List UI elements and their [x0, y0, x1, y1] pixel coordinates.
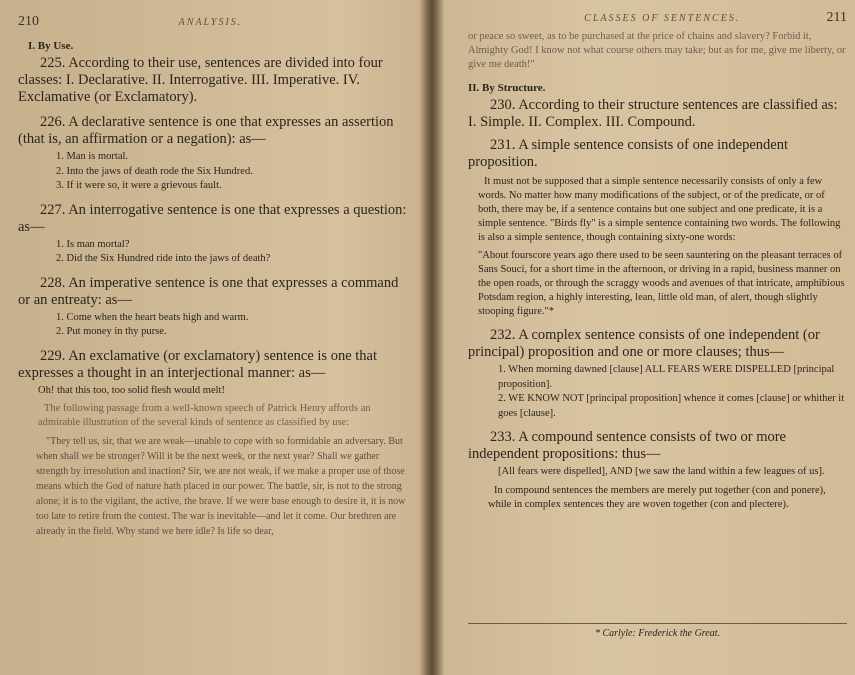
- section-heading-by-use: I. By Use.: [28, 40, 74, 52]
- example-232-2: 2. WE KNOW NOT [principal proposition] whence it comes [clause] or whither it goes [clause].: [498, 393, 845, 419]
- paragraph-226: 226. A declarative sentence is one that expresses an assertion (that is, an affirmation or a negation): as—: [18, 114, 394, 147]
- examples-226: [56, 150, 412, 194]
- right-page: [432, 0, 855, 675]
- right-page-number: 211: [826, 10, 847, 25]
- paragraph-229: 229. An exclamative (or exclamatory) sentence is one that expresses a thought in an interjectional manner: as—: [18, 347, 377, 381]
- example-232-1: 1. When morning dawned [clause] ALL FEARS WERE DISPELLED [principal proposition].: [498, 364, 835, 390]
- footnote: * Carlyle: Frederick the Great.: [468, 623, 847, 639]
- paragraph-233-note: In compound sentences the members are merely put together (con and ponere), while in complex sentences they are woven together (con and plectere).: [488, 484, 826, 510]
- paragraph-232: 232. A complex sentence consists of one independent (or principal) proposition and one or more clauses; thus—: [468, 327, 820, 360]
- example-226-1: 1. Man is mortal.: [56, 151, 129, 162]
- paragraph-230: 230. According to their structure sentences are classified as: I. Simple. II. Complex. III. Compound.: [468, 97, 838, 130]
- left-running-head: ANALYSIS.: [178, 17, 243, 28]
- examples-232: [498, 363, 847, 421]
- example-226-2: 2. Into the jaws of death rode the Six Hundred.: [56, 165, 253, 177]
- example-228-1: 1. Come when the heart beats high and warm.: [56, 311, 249, 323]
- paragraph-227: 227. An interrogative sentence is one that expresses a question: as—: [18, 201, 407, 235]
- paragraph-229-intro: The following passage from a well-known speech of Patrick Henry affords an admirable illustration of the several kinds of sentence as classified by use:: [38, 403, 371, 428]
- examples-227: [56, 238, 412, 267]
- paragraph-231-note: It must not be supposed that a simple sentence necessarily consists of only a few words. No matter how many modifications of the subject, or of the predicate, or of both, there may be, if a sentence contains but one subject and one predicate, it is a simple sentence. "Birds fly" is a simple sentence containing two words. The following is also a simple sentence, though containing sixty-one words:: [478, 176, 841, 243]
- paragraph-225: 225. According to their use, sentences are divided into four classes: I. Declarative. II. Interrogative. III. Imperative. IV. Exclamative (or Exclamatory).: [18, 55, 383, 105]
- example-229: Oh! that this too, too solid flesh would melt!: [38, 384, 225, 396]
- example-226-3: 3. If it were so, it were a grievous fault.: [56, 180, 222, 191]
- example-233: [All fears were dispelled], AND [we saw the land within a few leagues of us].: [498, 466, 825, 477]
- paragraph-228: 228. An imperative sentence is one that expresses a command or an entreaty: as—: [18, 274, 399, 308]
- right-page-header: [468, 10, 847, 26]
- patrick-henry-quote: "They tell us, sir, that we are weak—unable to cope with so formidable an adversary. But when shall we be stronger? Will it be the next week, or the next year? Shall we gather strength by irresolution and inaction? Sir, we are not weak, if we make a proper use of those means which the God of nature hath placed in our power. The battle, sir, is not to the strong alone; it is to the vigilant, the active, the brave. If we were base enough to desire it, it is now too late to retire from the contest. The war is inevitable—and let it come. Our brethren are already in the field. Why stand we here idle? Is life so dear,: [36, 436, 406, 537]
- example-227-2: 2. Did the Six Hundred ride into the jaws of death?: [56, 253, 271, 264]
- example-227-1: 1. Is man mortal?: [56, 238, 130, 250]
- quote-continuation: or peace so sweet, as to be purchased at the price of chains and slavery? Forbid it, Almighty God! I know not what course others may take; but as for me, give me liberty, or give me death!": [468, 31, 846, 70]
- left-page-header: [18, 14, 412, 30]
- paragraph-233: 233. A compound sentence consists of two or more independent propositions: thus—: [468, 429, 786, 462]
- section-heading-by-structure: II. By Structure.: [468, 82, 546, 94]
- paragraph-231: 231. A simple sentence consists of one independent proposition.: [468, 137, 789, 170]
- carlyle-quote: "About fourscore years ago there used to be seen sauntering on the pleasant terraces of Sans Souci, for a short time in the afternoon, or driving in a rapid, business manner on the open roads, or through the scraggy woods and avenues of that intricate, amphibious Potsdam region, a highly interesting, lean, little old man, of alert, though slightly stooping figure."*: [478, 250, 845, 317]
- examples-228: [56, 311, 412, 340]
- right-running-head: CLASSES OF SENTENCES.: [584, 13, 741, 24]
- left-page-number: 210: [18, 14, 39, 29]
- example-228-2: 2. Put money in thy purse.: [56, 326, 167, 337]
